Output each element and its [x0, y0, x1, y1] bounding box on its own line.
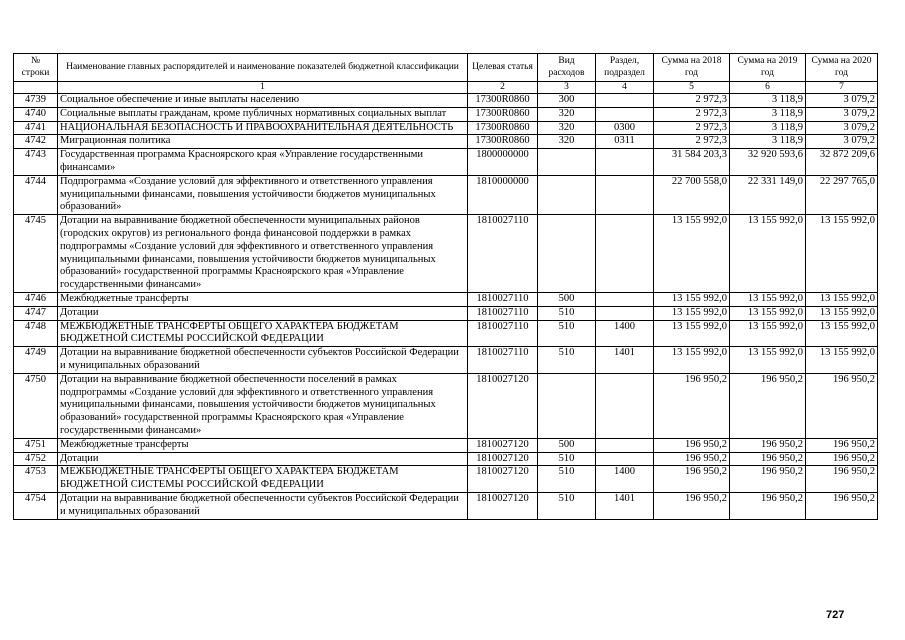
row-name: Социальные выплаты гражданам, кроме публичных нормативных социальных выплат [58, 107, 468, 121]
expense-kind: 510 [538, 466, 596, 493]
row-number: 4754 [14, 492, 58, 519]
section-code: 0311 [596, 135, 654, 149]
sum-2018: 2 972,3 [654, 135, 730, 149]
sum-2019: 3 118,9 [730, 107, 806, 121]
expense-kind: 500 [538, 292, 596, 306]
sum-2020: 196 950,2 [806, 438, 878, 452]
expense-kind: 510 [538, 306, 596, 320]
expense-kind: 500 [538, 438, 596, 452]
sum-2019: 32 920 593,6 [730, 149, 806, 176]
row-name: Дотации на выравнивание бюджетной обеспеченности субъектов Российской Федерации и муниципальных образований [58, 347, 468, 374]
section-code [596, 452, 654, 466]
row-number: 4746 [14, 292, 58, 306]
sum-2020: 3 079,2 [806, 121, 878, 135]
section-code: 1400 [596, 320, 654, 347]
table-row [14, 149, 878, 176]
budget-table [13, 53, 878, 520]
row-number: 4745 [14, 215, 58, 293]
header-sum-2018: Сумма на 2018 год [654, 54, 730, 82]
table-row [14, 175, 878, 214]
expense-kind: 510 [538, 492, 596, 519]
sum-2018: 196 950,2 [654, 466, 730, 493]
row-number: 4752 [14, 452, 58, 466]
table-row [14, 107, 878, 121]
table-row [14, 492, 878, 519]
sum-2019: 22 331 149,0 [730, 175, 806, 214]
row-name: Дотации на выравнивание бюджетной обеспеченности поселений в рамках подпрограммы «Создание условий для эффективного и ответственного управления муниципальными финансами, повышения устойчивости бюджетов муниципальных образований» государственной программы Красноярского края «Управление государственными финансами» [58, 373, 468, 438]
table-row [14, 452, 878, 466]
expense-kind [538, 149, 596, 176]
sum-2020: 13 155 992,0 [806, 306, 878, 320]
sum-2018: 13 155 992,0 [654, 292, 730, 306]
row-number: 4739 [14, 94, 58, 108]
row-number: 4750 [14, 373, 58, 438]
row-number: 4743 [14, 149, 58, 176]
expense-kind: 510 [538, 347, 596, 374]
sum-2018: 196 950,2 [654, 452, 730, 466]
table-header [14, 54, 878, 94]
section-code: 1401 [596, 492, 654, 519]
row-number: 4749 [14, 347, 58, 374]
sum-2019: 196 950,2 [730, 492, 806, 519]
target-article: 1810027110 [468, 292, 538, 306]
sum-2018: 2 972,3 [654, 121, 730, 135]
sum-2018: 196 950,2 [654, 438, 730, 452]
sum-2020: 196 950,2 [806, 466, 878, 493]
row-number: 4742 [14, 135, 58, 149]
table-row [14, 466, 878, 493]
row-name: Дотации на выравнивание бюджетной обеспеченности муниципальных районов (городских округов) из регионального фонда финансовой поддержки в рамках подпрограммы «Создание условий для эффективного и ответственного управления муниципальными финансами, повышения устойчивости бюджетов муниципальных образований» государственной программы Красноярского края «Управление государственными финансами» [58, 215, 468, 293]
header-name: Наименование главных распорядителей и наименование показателей бюджетной классификации [58, 54, 468, 82]
sum-2019: 3 118,9 [730, 121, 806, 135]
expense-kind: 510 [538, 320, 596, 347]
col-number [14, 82, 58, 94]
header-sum-2020: Сумма на 2020 год [806, 54, 878, 82]
table-body [14, 94, 878, 520]
section-code [596, 107, 654, 121]
target-article: 1810027120 [468, 373, 538, 438]
col-number: 7 [806, 82, 878, 94]
col-number: 2 [468, 82, 538, 94]
sum-2020: 3 079,2 [806, 135, 878, 149]
sum-2020: 22 297 765,0 [806, 175, 878, 214]
expense-kind [538, 175, 596, 214]
sum-2020: 13 155 992,0 [806, 320, 878, 347]
sum-2018: 31 584 203,3 [654, 149, 730, 176]
sum-2019: 196 950,2 [730, 373, 806, 438]
row-name: Межбюджетные трансферты [58, 438, 468, 452]
sum-2020: 13 155 992,0 [806, 215, 878, 293]
section-code [596, 306, 654, 320]
row-name: Межбюджетные трансферты [58, 292, 468, 306]
section-code [596, 373, 654, 438]
sum-2020: 3 079,2 [806, 107, 878, 121]
header-sum-2019: Сумма на 2019 год [730, 54, 806, 82]
row-name: НАЦИОНАЛЬНАЯ БЕЗОПАСНОСТЬ И ПРАВООХРАНИТЕЛЬНАЯ ДЕЯТЕЛЬНОСТЬ [58, 121, 468, 135]
header-target: Целевая статья [468, 54, 538, 82]
column-number-row [14, 82, 878, 94]
row-number: 4751 [14, 438, 58, 452]
sum-2018: 13 155 992,0 [654, 215, 730, 293]
sum-2018: 13 155 992,0 [654, 306, 730, 320]
target-article: 1810000000 [468, 175, 538, 214]
row-name: Дотации на выравнивание бюджетной обеспеченности субъектов Российской Федерации и муниципальных образований [58, 492, 468, 519]
sum-2020: 196 950,2 [806, 373, 878, 438]
header-row-no: № строки [14, 54, 58, 82]
table-row [14, 94, 878, 108]
sum-2019: 13 155 992,0 [730, 292, 806, 306]
section-code: 1400 [596, 466, 654, 493]
row-number: 4744 [14, 175, 58, 214]
sum-2019: 196 950,2 [730, 452, 806, 466]
sum-2019: 3 118,9 [730, 94, 806, 108]
sum-2019: 13 155 992,0 [730, 347, 806, 374]
row-name: Социальное обеспечение и иные выплаты населению [58, 94, 468, 108]
table-row [14, 215, 878, 293]
expense-kind: 300 [538, 94, 596, 108]
target-article: 1810027120 [468, 492, 538, 519]
expense-kind [538, 215, 596, 293]
sum-2018: 13 155 992,0 [654, 320, 730, 347]
sum-2018: 13 155 992,0 [654, 347, 730, 374]
sum-2020: 13 155 992,0 [806, 292, 878, 306]
sum-2019: 13 155 992,0 [730, 320, 806, 347]
target-article: 1810027110 [468, 320, 538, 347]
row-name: Миграционная политика [58, 135, 468, 149]
sum-2019: 196 950,2 [730, 438, 806, 452]
table-row [14, 292, 878, 306]
sum-2018: 22 700 558,0 [654, 175, 730, 214]
table-row [14, 347, 878, 374]
section-code [596, 149, 654, 176]
row-number: 4740 [14, 107, 58, 121]
section-code [596, 438, 654, 452]
expense-kind: 320 [538, 107, 596, 121]
page-number: 727 [826, 609, 845, 621]
sum-2018: 196 950,2 [654, 492, 730, 519]
expense-kind: 320 [538, 121, 596, 135]
sum-2020: 13 155 992,0 [806, 347, 878, 374]
sum-2019: 13 155 992,0 [730, 215, 806, 293]
row-number: 4741 [14, 121, 58, 135]
table-row [14, 373, 878, 438]
row-name: Государственная программа Красноярского края «Управление государственными финансами» [58, 149, 468, 176]
section-code [596, 94, 654, 108]
target-article: 17300R0860 [468, 94, 538, 108]
target-article: 1810027120 [468, 438, 538, 452]
col-number: 4 [596, 82, 654, 94]
row-name: Подпрограмма «Создание условий для эффективного и ответственного управления муниципальными финансами, повышения устойчивости бюджетов муниципальных образований» [58, 175, 468, 214]
row-number: 4748 [14, 320, 58, 347]
row-name: МЕЖБЮДЖЕТНЫЕ ТРАНСФЕРТЫ ОБЩЕГО ХАРАКТЕРА БЮДЖЕТАМ БЮДЖЕТНОЙ СИСТЕМЫ РОССИЙСКОЙ ФЕДЕРАЦИИ [58, 320, 468, 347]
target-article: 1800000000 [468, 149, 538, 176]
sum-2019: 196 950,2 [730, 466, 806, 493]
col-number: 5 [654, 82, 730, 94]
section-code: 0300 [596, 121, 654, 135]
expense-kind: 510 [538, 452, 596, 466]
row-number: 4747 [14, 306, 58, 320]
expense-kind: 320 [538, 135, 596, 149]
section-code: 1401 [596, 347, 654, 374]
target-article: 1810027120 [468, 452, 538, 466]
sum-2020: 3 079,2 [806, 94, 878, 108]
col-number: 3 [538, 82, 596, 94]
sum-2020: 32 872 209,6 [806, 149, 878, 176]
table-row [14, 306, 878, 320]
header-kind: Вид расходов [538, 54, 596, 82]
col-number: 6 [730, 82, 806, 94]
sum-2018: 196 950,2 [654, 373, 730, 438]
target-article: 1810027110 [468, 347, 538, 374]
expense-kind [538, 373, 596, 438]
section-code [596, 215, 654, 293]
sum-2020: 196 950,2 [806, 452, 878, 466]
col-number: 1 [58, 82, 468, 94]
target-article: 1810027110 [468, 215, 538, 293]
sum-2019: 13 155 992,0 [730, 306, 806, 320]
table-row [14, 121, 878, 135]
row-number: 4753 [14, 466, 58, 493]
sum-2019: 3 118,9 [730, 135, 806, 149]
row-name: МЕЖБЮДЖЕТНЫЕ ТРАНСФЕРТЫ ОБЩЕГО ХАРАКТЕРА БЮДЖЕТАМ БЮДЖЕТНОЙ СИСТЕМЫ РОССИЙСКОЙ ФЕДЕРАЦИИ [58, 466, 468, 493]
target-article: 1810027110 [468, 306, 538, 320]
sum-2018: 2 972,3 [654, 107, 730, 121]
target-article: 17300R0860 [468, 135, 538, 149]
target-article: 17300R0860 [468, 107, 538, 121]
header-section: Раздел, подраздел [596, 54, 654, 82]
row-name: Дотации [58, 452, 468, 466]
table-row [14, 320, 878, 347]
target-article: 17300R0860 [468, 121, 538, 135]
target-article: 1810027120 [468, 466, 538, 493]
table-row [14, 135, 878, 149]
sum-2020: 196 950,2 [806, 492, 878, 519]
section-code [596, 175, 654, 214]
section-code [596, 292, 654, 306]
row-name: Дотации [58, 306, 468, 320]
sum-2018: 2 972,3 [654, 94, 730, 108]
table-row [14, 438, 878, 452]
